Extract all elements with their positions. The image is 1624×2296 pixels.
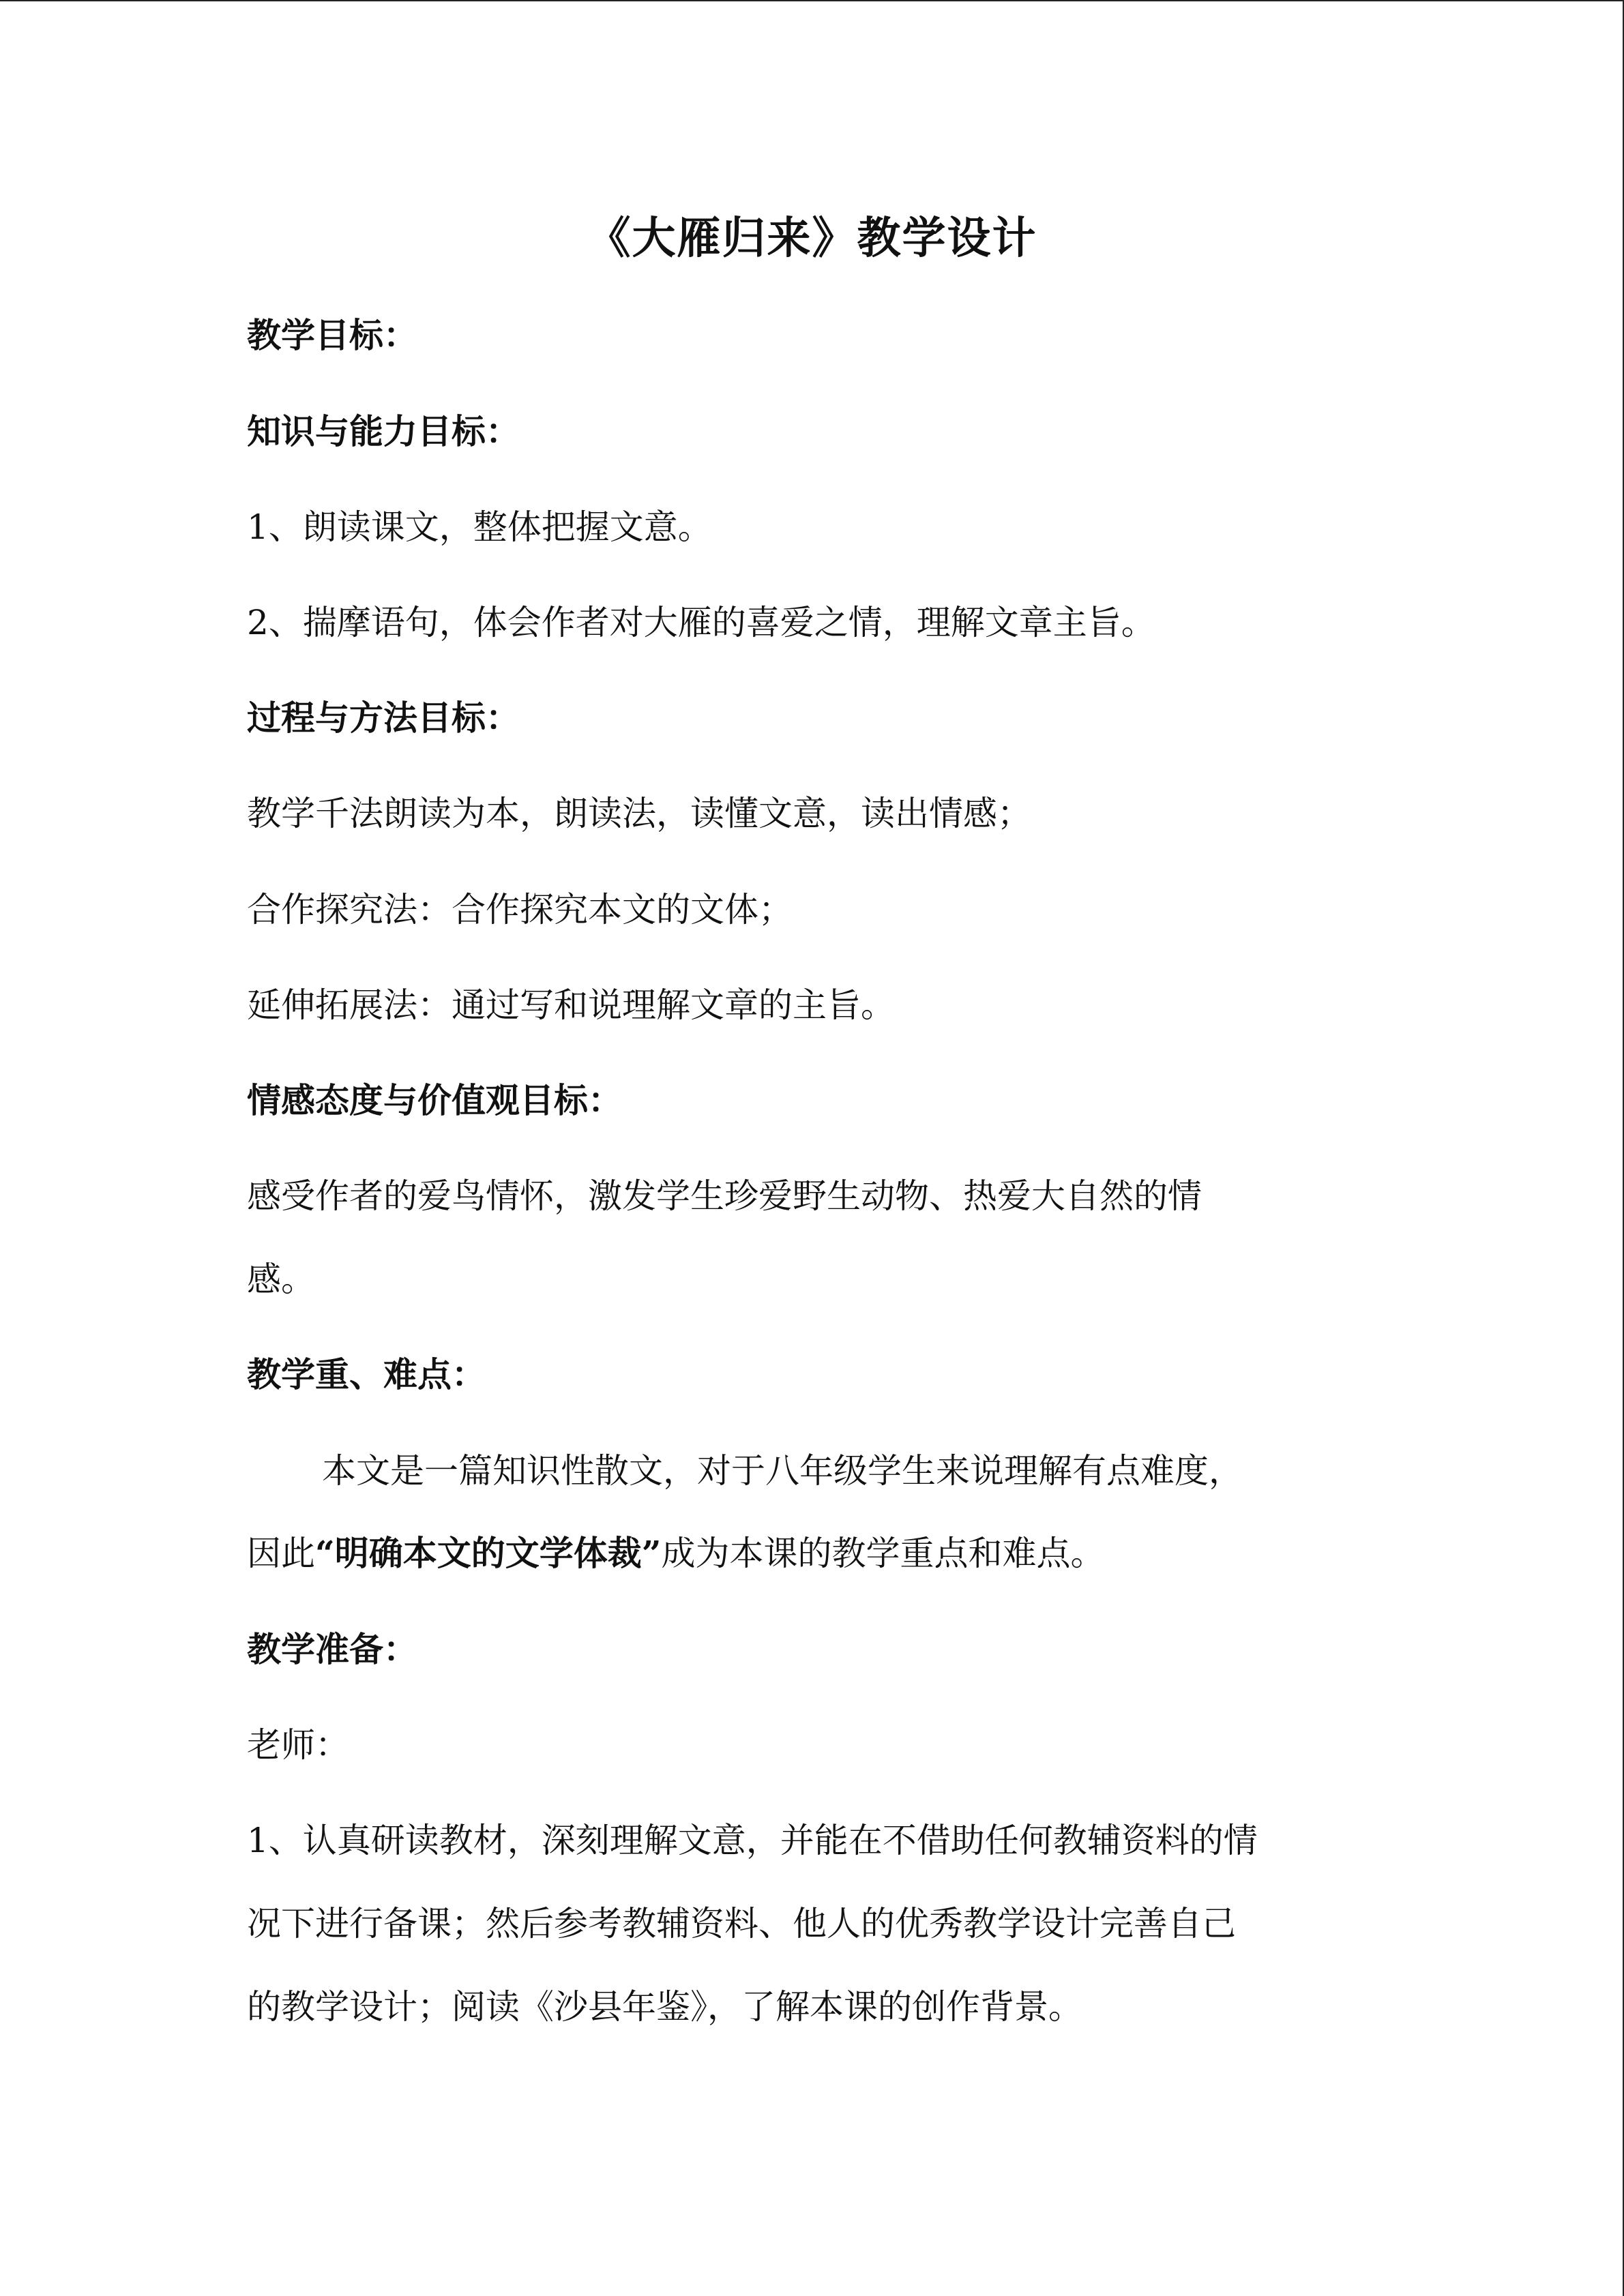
preparation-item-1-line-3: 的教学设计；阅读《沙县年鉴》，了解本课的创作背景。 (247, 1987, 1082, 2027)
key-points-emphasis: “明确本文的文学体裁” (315, 1533, 662, 1573)
document-title: 《大雁归来》教学设计 (587, 213, 1037, 264)
emotion-line-2: 感。 (247, 1259, 315, 1299)
key-points-prefix: 因此 (247, 1534, 315, 1573)
key-points-suffix: 成为本课的教学重点和难点。 (661, 1534, 1105, 1573)
key-points-line-2 (247, 1526, 1393, 1581)
knowledge-item-1: 1、朗读课文，整体把握文意。 (247, 507, 712, 547)
key-points-line-1: 本文是一篇知识性散文，对于八年级学生来说理解有点难度， (322, 1451, 1243, 1491)
preparation-item-1-line-2: 况下进行备课；然后参考教辅资料、他人的优秀教学设计完善自己 (247, 1904, 1236, 1943)
objectives-heading: 教学目标： (247, 315, 417, 355)
teacher-label: 老师： (247, 1725, 349, 1765)
preparation-item-1-line-1: 1、认真研读教材，深刻理解文意，并能在不借助任何教辅资料的情 (247, 1821, 1258, 1860)
key-points-heading: 教学重、难点： (247, 1354, 486, 1395)
process-item-1: 教学千法朗读为本，朗读法，读懂文意，读出情感； (247, 794, 1031, 833)
knowledge-heading: 知识与能力目标： (247, 411, 520, 451)
preparation-heading: 教学准备： (247, 1629, 417, 1669)
emotion-line-1: 感受作者的爱鸟情怀，激发学生珍爱野生动物、热爱大自然的情 (247, 1176, 1202, 1216)
emotion-heading: 情感态度与价值观目标： (247, 1080, 622, 1120)
process-item-2: 合作探究法：合作探究本文的文体； (247, 890, 793, 929)
process-heading: 过程与方法目标： (247, 698, 520, 738)
process-item-3: 延伸拓展法：通过写和说理解文章的主旨。 (247, 985, 895, 1025)
knowledge-item-2: 2、揣摩语句，体会作者对大雁的喜爱之情，理解文章主旨。 (247, 603, 1155, 642)
